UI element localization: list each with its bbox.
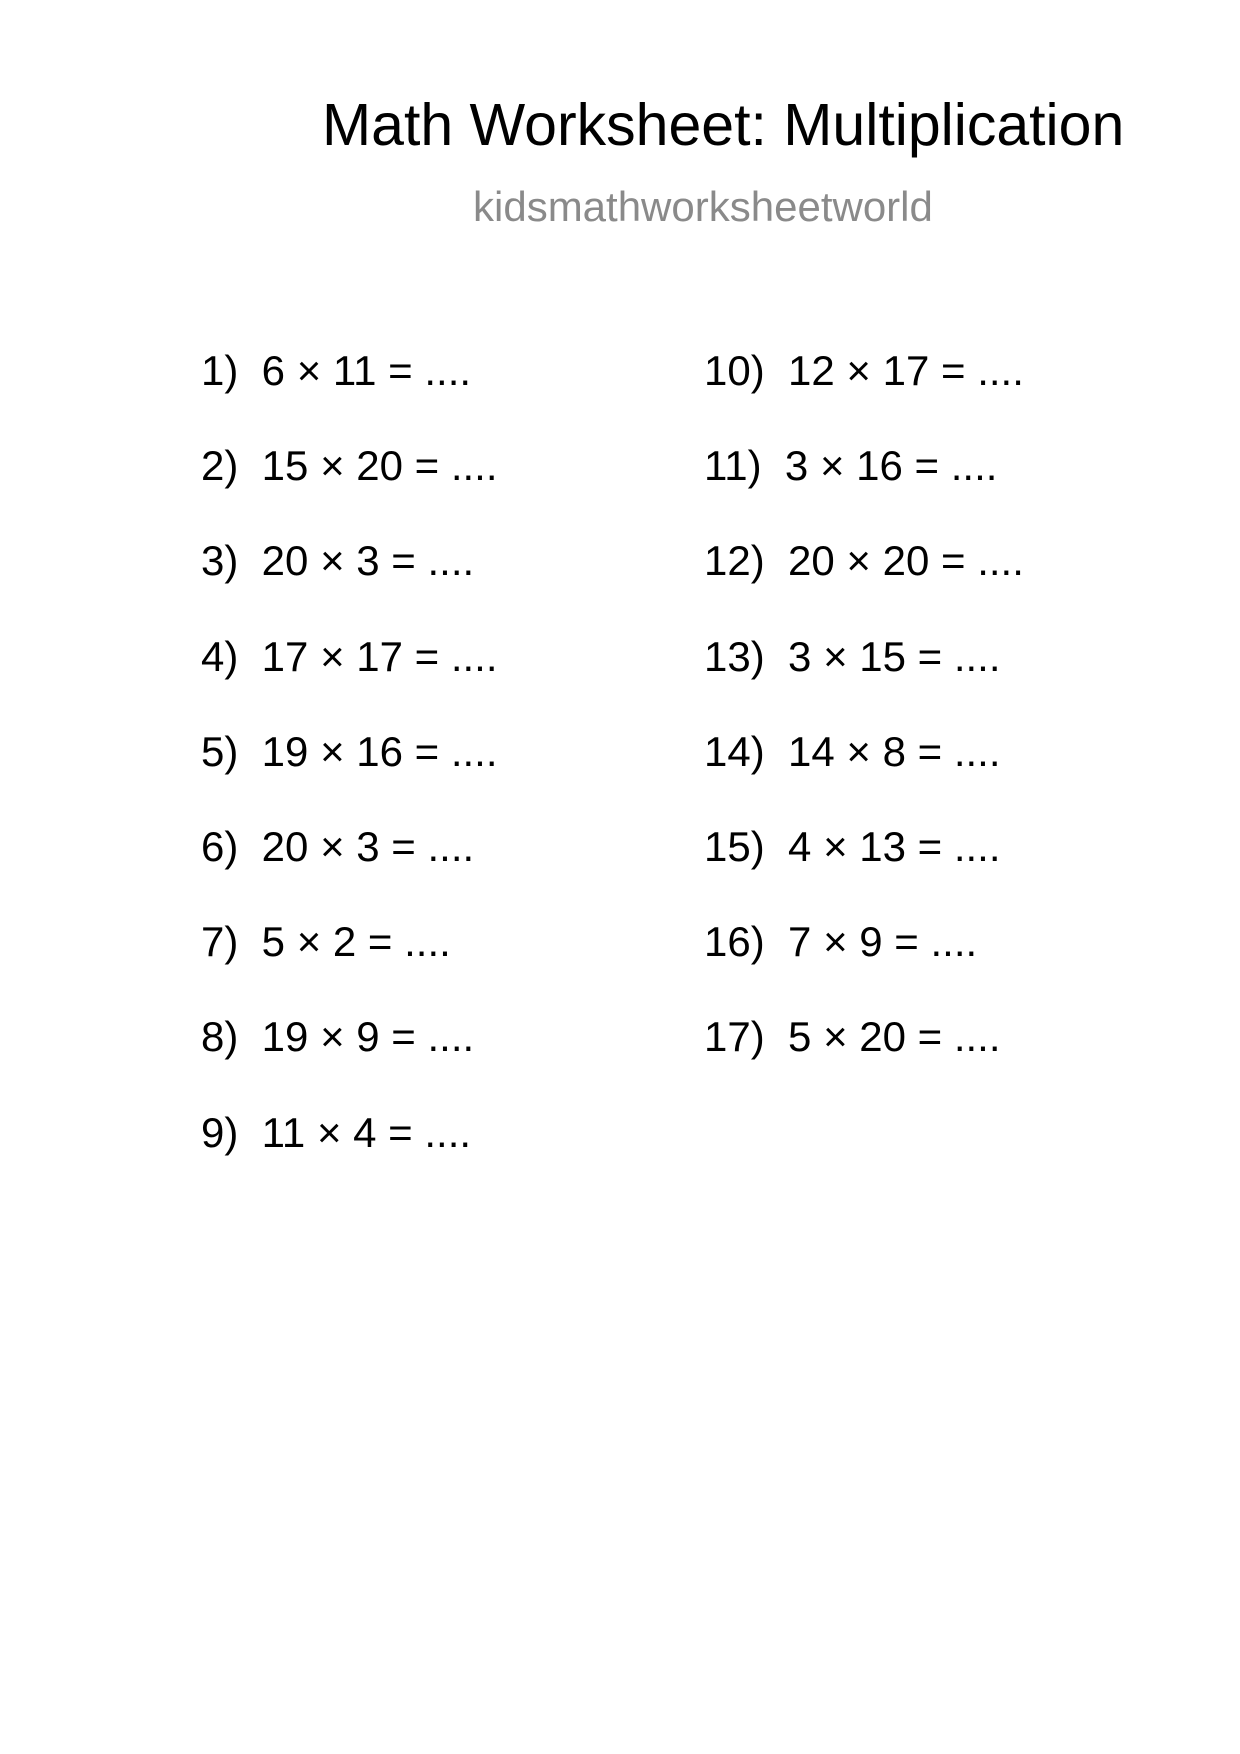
problem-4: 4) 17 × 17 = .... xyxy=(201,632,498,680)
problem-6: 6) 20 × 3 = .... xyxy=(201,822,475,870)
problem-7: 7) 5 × 2 = .... xyxy=(201,918,451,966)
problem-9: 9) 11 × 4 = .... xyxy=(201,1108,472,1156)
problem-16: 16) 7 × 9 = .... xyxy=(704,918,978,966)
problem-10: 10) 12 × 17 = .... xyxy=(704,347,1024,394)
problem-column-left xyxy=(201,347,498,1207)
problem-8: 8) 19 × 9 = .... xyxy=(201,1013,475,1061)
problem-17: 17) 5 × 20 = .... xyxy=(704,1013,1001,1061)
worksheet-subtitle: kidsmathworksheetworld xyxy=(473,183,933,230)
problem-13: 13) 3 × 15 = .... xyxy=(704,632,1001,680)
problem-5: 5) 19 × 16 = .... xyxy=(201,727,498,775)
problem-15: 15) 4 × 13 = .... xyxy=(704,822,1001,870)
problem-3: 3) 20 × 3 = .... xyxy=(201,537,475,585)
problem-11: 11) 3 × 16 = .... xyxy=(704,442,998,490)
problem-12: 12) 20 × 20 = .... xyxy=(704,537,1024,585)
problem-14: 14) 14 × 8 = .... xyxy=(704,727,1001,775)
problem-2: 2) 15 × 20 = .... xyxy=(201,442,498,490)
problem-column-right xyxy=(704,347,1024,1112)
problem-1: 1) 6 × 11 = .... xyxy=(201,347,472,394)
worksheet-title: Math Worksheet: Multiplication xyxy=(322,92,1125,158)
